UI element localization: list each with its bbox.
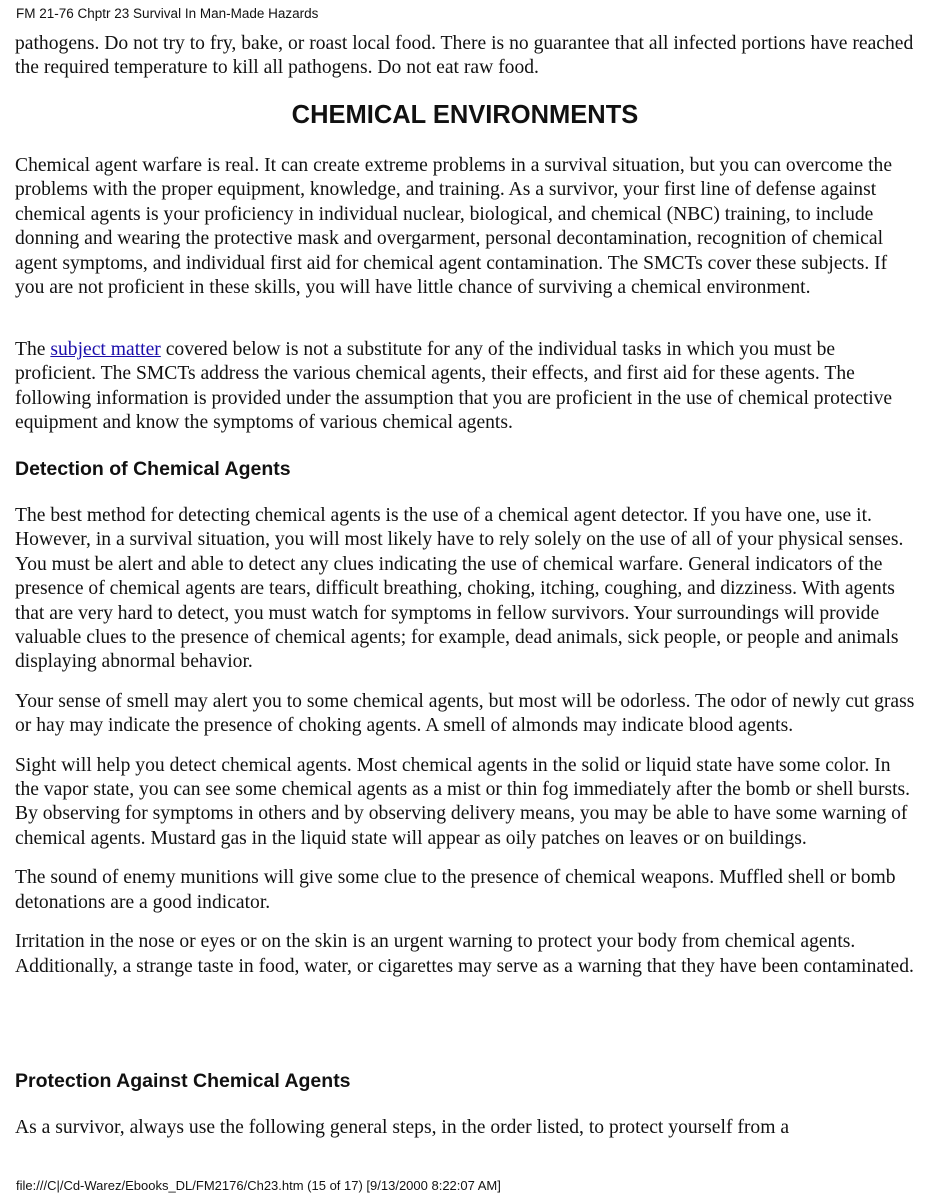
page-title: CHEMICAL ENVIRONMENTS (291, 101, 639, 129)
detection-section (15, 504, 915, 994)
source-footer: file:///C|/Cd-Warez/Ebooks_DL/FM2176/Ch23.htm (15 of 17) [9/13/2000 8:22:07 AM] (16, 1178, 501, 1193)
protection-section (15, 1116, 915, 1155)
subject-matter-paragraph (15, 338, 915, 451)
protection-section-heading (15, 1069, 915, 1093)
intro-paragraph (15, 32, 915, 96)
paragraph-text-end: covered below is not a substitute for any of the individual tasks in which you must be proficient. The SMCTs address the various chemical agents, their effects, and first aid for these agents. The following information is provided under the assumption that you are proficient in the use of chemical protective equipment and know the symptoms of various chemical agents. (15, 339, 893, 434)
running-header: FM 21-76 Chptr 23 Survival In Man-Made Hazards (16, 6, 319, 21)
paragraph-detection-method: The best method for detecting chemical agents is the use of a chemical agent detector. If you have one, use it. However, in a survival situation, you will most likely have to rely solely on the use of all of your physical senses. You must be alert and able to detect any clues indicating the use of chemical warfare. General indicators of the presence of chemical agents are tears, difficult breathing, choking, itching, coughing, and dizziness. With agents that are very hard to detect, you must watch for symptoms in fellow survivors. Your surroundings will provide valuable clues to the presence of chemical agents; for example, dead animals, sick people, or people and animals displaying abnormal behavior. (15, 505, 904, 673)
heading-protection: Protection Against Chemical Agents (15, 1070, 351, 1092)
chemical-intro-paragraph (15, 154, 915, 315)
detection-section-heading (15, 457, 915, 481)
paragraph-protection-steps: As a survivor, always use the following general steps, in the order listed, to protect yourself from a (15, 1117, 790, 1138)
paragraph-text-start: The (15, 339, 51, 360)
heading-detection: Detection of Chemical Agents (15, 458, 291, 480)
intro-text: pathogens. Do not try to fry, bake, or roast local food. There is no guarantee that all infected portions have reached the required temperature to kill all pathogens. Do not eat raw food. (15, 33, 914, 79)
paragraph-sense-of-smell: Your sense of smell may alert you to some chemical agents, but most will be odorless. The odor of newly cut grass or hay may indicate the presence of choking agents. A smell of almonds may indicate blood agents. (15, 690, 915, 737)
paragraph-subject-matter (15, 338, 915, 436)
paragraph-irritation: Irritation in the nose or eyes or on the skin is an urgent warning to protect your body from chemical agents. Additionally, a strange taste in food, water, or cigarettes may serve as a warning that they have been contaminated. (15, 931, 914, 977)
paragraph-sound: The sound of enemy munitions will give some clue to the presence of chemical weapons. Muffled shell or bomb detonations are a good indicator. (15, 867, 896, 913)
paragraph-chemical-warfare: Chemical agent warfare is real. It can create extreme problems in a survival situation, but you can overcome the problems with the proper equipment, knowledge, and training. As a survivor, your first line of defense against chemical agents is your proficiency in individual nuclear, biological, and chemical (NBC) training, to include donning and wearing the protective mask and overgarment, personal decontamination, recognition of chemical agent symptoms, and individual first aid for chemical agent contamination. The SMCTs cover these subjects. If you are not proficient in these skills, you will have little chance of surviving a chemical environment. (15, 155, 893, 299)
paragraph-sight: Sight will help you detect chemical agents. Most chemical agents in the solid or liquid state have some color. In the vapor state, you can see some chemical agents as a mist or thin fog immediately after the bomb or shell bursts. By observing for symptoms in others and by observing delivery means, you may be able to have some warning of chemical agents. Mustard gas in the liquid state will appear as oily patches on leaves or on buildings. (15, 754, 911, 849)
subject-matter-link[interactable]: subject matter (50, 339, 161, 360)
